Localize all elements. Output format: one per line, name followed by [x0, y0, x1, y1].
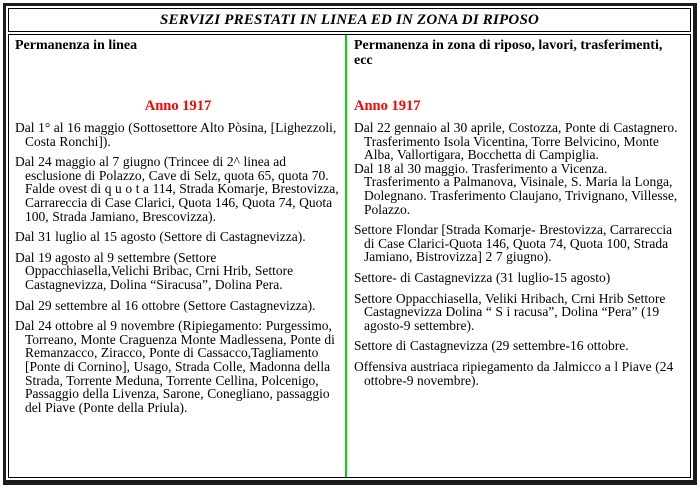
table-title-row: [8, 8, 691, 32]
right-paragraph: Settore di Castagnevizza (29 settembre-16 ottobre.: [354, 338, 629, 354]
left-year-heading: Anno 1917: [144, 98, 212, 114]
column-permanenza-in-linea: [9, 35, 345, 477]
left-paragraph: Dal 19 agosto al 9 settembre (Settore Oppacchiasella,Velichi Bribac, Crni Hrib, Settore Castagnevizza, Dolina “Siracusa”, Dolina Pera.: [15, 249, 294, 292]
left-column-header: Permanenza in linea: [15, 38, 138, 53]
right-paragraph: Dal 18 al 30 maggio. Trasferimento a Vicenza. Trasferimento a Palmanova, Visinale, S. Maria la Longa, Dolegnano. Trasferimento Claujano, Trivignano, Villesse, Polazzo.: [354, 160, 678, 217]
right-paragraph: Dal 22 gennaio al 30 aprile, Costozza, Ponte di Castagnero. Trasferimento Isola Vicentina, Torre Belvicino, Monte Alba, Vallortigara, Bocchetta di Campiglia.: [354, 120, 678, 163]
right-column-header-line2: ecc: [354, 53, 373, 68]
right-column-header-line1: Permanenza in zona di riposo, lavori, trasferimenti,: [354, 38, 663, 53]
right-paragraph: Settore- di Castagnevizza (31 luglio-15 agosto): [354, 269, 611, 285]
left-paragraph: Dal 31 luglio al 15 agosto (Settore di Castagnevizza).: [15, 229, 306, 245]
right-column-header: [354, 38, 682, 68]
service-record-table: [3, 3, 697, 485]
column-zona-di-riposo: [347, 35, 690, 477]
right-paragraph: Settore Flondar [Strada Komarje- Brestovizza, Carrareccia di Case Clarici-Quota 146, Quota 74, Quota 100, Strada Jamiano, Bistrovizza] 2 7 giugno).: [354, 222, 673, 265]
table-title: SERVIZI PRESTATI IN LINEA ED IN ZONA DI RIPOSO: [159, 11, 540, 28]
left-paragraph: Dal 1° al 16 maggio (Sottosettore Alto Pòsina, [Lighezzoli, Costa Ronchi]).: [15, 120, 337, 149]
right-year-heading: Anno 1917: [354, 98, 421, 114]
right-paragraph: Settore Oppacchiasella, Veliki Hribach, Crni Hrib Settore Castagnevizza Dolina “ S i racusa”, Dolina “Pera” (19 agosto-9 settembre).: [354, 290, 666, 333]
left-paragraph: Dal 24 ottobre al 9 novembre (Ripiegamento: Purgessimo, Torreano, Monte Craguenza Monte Madlessena, Ponte di Remanzacco, Ziracco, Ponte di Cassacco,Tagliamento [Ponte di Cornino], Usago, Strada Colle, Madonna della Strada, Torrente Meduna, Torrente Cellina, Polcenigo, Passaggio della Livenza, Sarone, Conegliano, passaggio del Piave (Ponte della Priula).: [15, 318, 335, 415]
left-paragraph: Dal 24 maggio al 7 giugno (Trincee di 2^ linea ad esclusione di Polazzo, Cave di Selz, quota 65, quota 70. Falde ovest di q u o t a 114, Strada Komarje, Brestovizza, Carrareccia di Case Clarici, Quota 146, Quota 74, Quota 100, Strada Jamiano, Brescovizza).: [15, 154, 339, 224]
right-paragraph: Offensiva austriaca ripiegamento da Jalmicco a l Piave (24 ottobre-9 novembre).: [354, 358, 674, 388]
left-paragraph: Dal 29 settembre al 16 ottobre (Settore Castagnevizza).: [15, 297, 316, 313]
table-body: [8, 34, 691, 478]
